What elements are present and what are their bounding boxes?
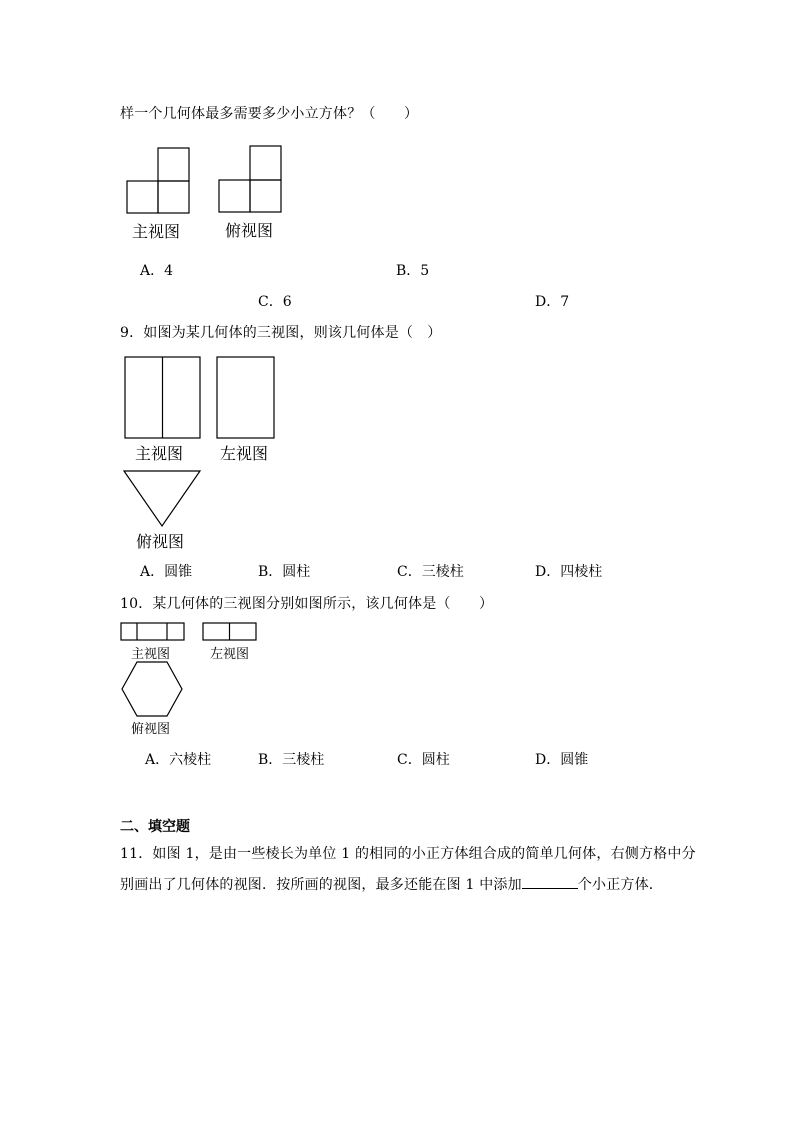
q10-top-label: 俯视图 [131, 722, 171, 737]
q10-left-label: 左视图 [210, 647, 250, 662]
section-title: 二、填空题 [120, 819, 190, 835]
q8-option-d[interactable]: D．7 [535, 294, 570, 310]
q11-line1: 11．如图 1，是由一些棱长为单位 1 的相同的小正方体组合成的简单几何体，右侧方格中分 [120, 846, 696, 862]
q9-front-view [124, 356, 202, 440]
q9-top-label: 俯视图 [136, 532, 185, 551]
q11-line2 [120, 874, 663, 894]
q9-front-label: 主视图 [135, 444, 184, 463]
q9-left-label: 左视图 [220, 444, 269, 463]
q8-option-a[interactable]: A．4 [140, 263, 174, 279]
q11-line2-after: 个小正方体． [577, 877, 664, 893]
q11-answer-blank[interactable] [522, 874, 578, 889]
q9-option-a[interactable]: A．圆锥 [140, 564, 193, 580]
q9-top-view [122, 469, 202, 529]
q9-stem: 9．如图为某几何体的三视图，则该几何体是（ ） [120, 325, 442, 341]
q8-top-label: 俯视图 [225, 221, 274, 240]
q8-option-c[interactable]: C．6 [258, 294, 292, 310]
q10-option-b[interactable]: B．三棱柱 [258, 752, 325, 768]
q10-front-label: 主视图 [131, 647, 171, 662]
q8-stem: 样一个几何体最多需要多少小立方体？（ ） [120, 106, 419, 122]
q10-option-c[interactable]: C．圆柱 [397, 752, 450, 768]
q10-front-view [120, 622, 186, 642]
q8-front-view [126, 147, 192, 215]
q11-line2-before: 别画出了几何体的视图．按所画的视图，最多还能在图 1 中添加 [120, 877, 522, 893]
q8-front-label: 主视图 [132, 222, 181, 241]
q8-option-b[interactable]: B．5 [396, 263, 430, 279]
q10-option-d[interactable]: D．圆锥 [535, 752, 589, 768]
q10-top-view [120, 660, 184, 720]
q8-top-view [218, 145, 284, 215]
q10-option-a[interactable]: A．六棱柱 [145, 752, 212, 768]
q10-left-view [202, 622, 258, 642]
q10-stem: 10．某几何体的三视图分别如图所示，该几何体是（ ） [120, 596, 494, 612]
q9-left-view [216, 356, 276, 440]
q9-option-d[interactable]: D．四棱柱 [535, 564, 603, 580]
q9-option-c[interactable]: C．三棱柱 [397, 564, 464, 580]
q9-option-b[interactable]: B．圆柱 [258, 564, 311, 580]
